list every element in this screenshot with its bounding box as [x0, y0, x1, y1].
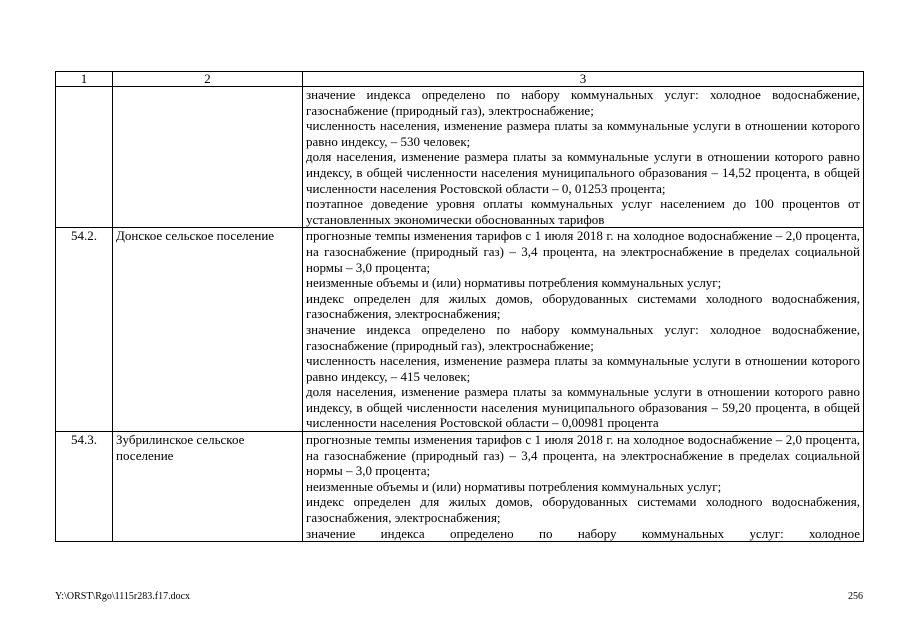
settlement-name: Донское сельское поселение: [113, 228, 303, 432]
table-row: [56, 87, 864, 228]
paragraph: численность населения, изменение размера платы за коммунальные услуги в отношении которого равно индексу, – 530 человек;: [306, 118, 860, 149]
row-number: 54.2.: [56, 228, 113, 432]
table-header-row: [56, 72, 864, 87]
footer-page-number: 256: [848, 591, 863, 602]
paragraph: численность населения, изменение размера платы за коммунальные услуги в отношении которого равно индексу, – 415 человек;: [306, 353, 860, 384]
paragraph: поэтапное доведение уровня оплаты коммунальных услуг населением до 100 процентов от установленных экономически обоснованных тарифов: [306, 196, 860, 227]
table-row: [56, 432, 864, 542]
row-description: [303, 228, 864, 432]
header-cell-3: 3: [303, 72, 864, 87]
paragraph: доля населения, изменение размера платы за коммунальные услуги в отношении которого равно индексу, в общей численности населения муниципального образования – 59,20 процента, в общей численности населения Ростовской области – 0,00981 процента: [306, 384, 860, 431]
settlement-name: Зубрилинское сельское поселение: [113, 432, 303, 542]
paragraph: значение индекса определено по набору коммунальных услуг: холодное водоснабжение, газоснабжение (природный газ), электроснабжение;: [306, 87, 860, 118]
settlement-name: [113, 87, 303, 228]
paragraph: неизменные объемы и (или) нормативы потребления коммунальных услуг;: [306, 478, 722, 494]
header-cell-2: 2: [113, 72, 303, 87]
table-row: [56, 228, 864, 432]
row-description: [303, 432, 864, 542]
paragraph: доля населения, изменение размера платы за коммунальные услуги в отношении которого равно индексу, в общей численности населения муниципального образования – 14,52 процента, в общей численности населения Ростовской области – 0, 01253 процента;: [306, 149, 860, 196]
header-cell-1: 1: [56, 72, 113, 87]
row-number: 54.3.: [56, 432, 113, 542]
paragraph: прогнозные темпы изменения тарифов с 1 июля 2018 г. на холодное водоснабжение – 2,0 процента, на газоснабжение (природный газ) – 3,4 процента, на электроснабжение в пределах социальной нормы – 3,0 процента;: [306, 228, 860, 275]
row-number: [56, 87, 113, 228]
paragraph: значение индекса определено по набору коммунальных услуг: холодное: [306, 525, 860, 541]
paragraph: индекс определен для жилых домов, оборудованных системами холодного водоснабжения, газоснабжения, электроснабжения;: [306, 494, 860, 526]
paragraph: прогнозные темпы изменения тарифов с 1 июля 2018 г. на холодное водоснабжение – 2,0 процента, на газоснабжение (природный газ) – 3,4 процента, на электроснабжение в пределах социальной нормы – 3,0 процента;: [306, 432, 860, 479]
footer-file-path: Y:\ORST\Rgo\1115r283.f17.docx: [55, 591, 191, 602]
paragraph: неизменные объемы и (или) нормативы потребления коммунальных услуг;: [306, 275, 722, 291]
row-description: [303, 87, 864, 228]
paragraph: индекс определен для жилых домов, оборудованных системами холодного водоснабжения, газоснабжения, электроснабжения;: [306, 290, 860, 322]
tariff-table: [55, 71, 864, 542]
paragraph: значение индекса определено по набору коммунальных услуг: холодное водоснабжение, газоснабжение (природный газ), электроснабжение;: [306, 321, 860, 353]
